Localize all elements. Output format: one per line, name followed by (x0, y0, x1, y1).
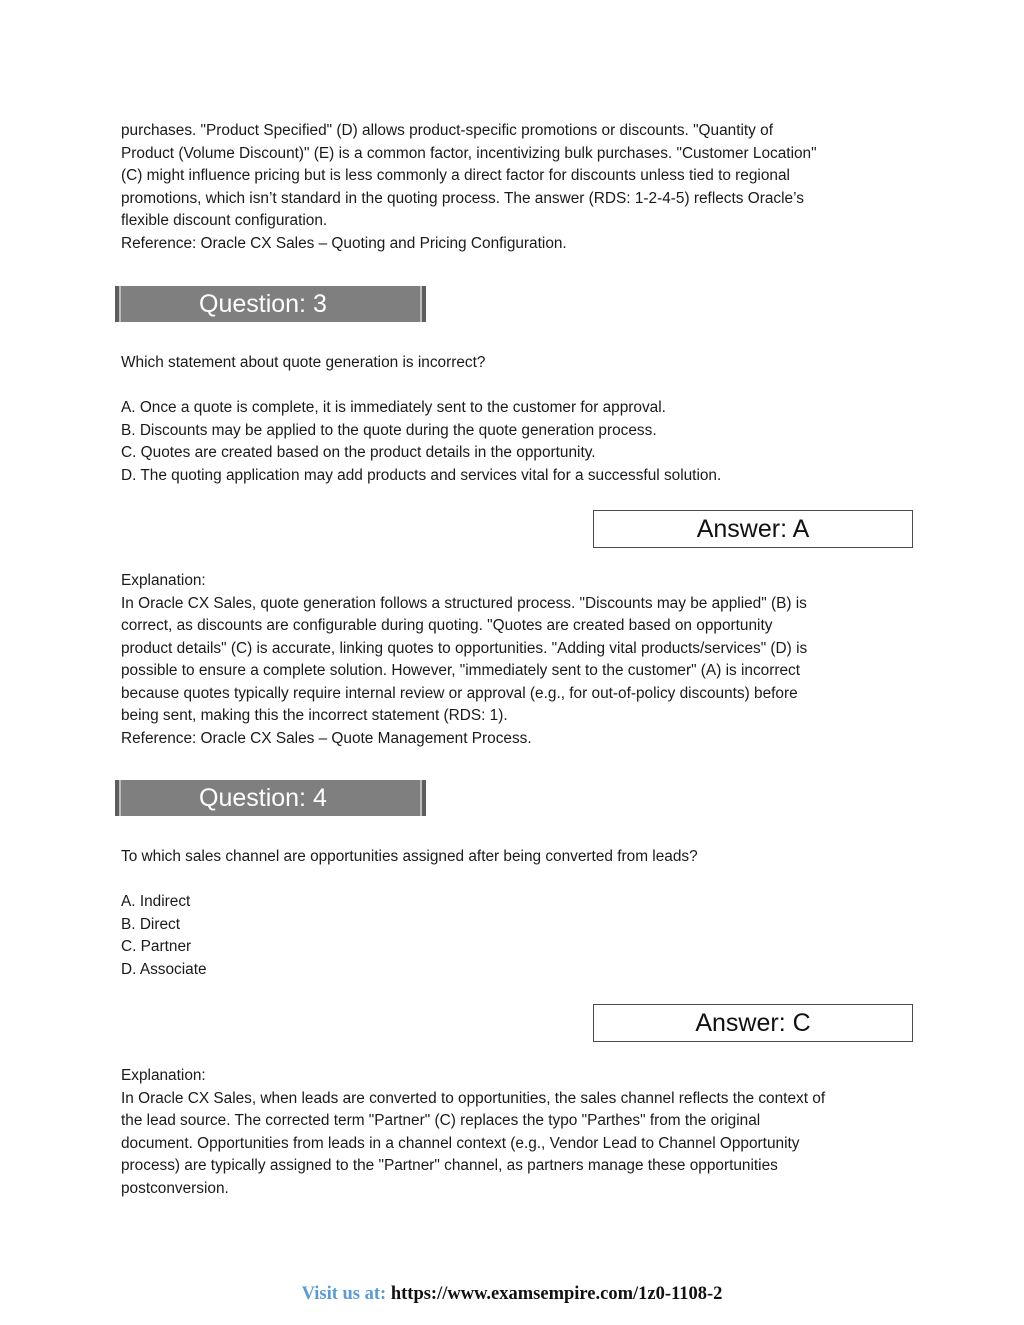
question-4-title: Question: 4 (199, 784, 327, 812)
question-4-answer-box (593, 1004, 913, 1042)
footer-label: Visit us at: (301, 1284, 387, 1304)
text-line: In Oracle CX Sales, quote generation follows a structured process. "Discounts may be applied" (B) is (121, 594, 807, 612)
reference-line: Reference: Oracle CX Sales – Quoting and Pricing Configuration. (121, 234, 567, 252)
answer-label: Answer: A (696, 515, 810, 543)
text-line: the lead source. The corrected term "Partner" (C) replaces the typo "Parthes" from the original (121, 1112, 761, 1129)
text-line: flexible discount configuration. (121, 212, 328, 229)
footer-link[interactable]: https://www.examsempire.com/1z0-1108-2 (390, 1284, 723, 1304)
text-line: because quotes typically require internal review or approval (e.g., for out-of-policy discounts) before (121, 684, 798, 702)
question-4-explanation (121, 1065, 901, 1200)
question-3-explanation (121, 570, 901, 750)
question-4-options (121, 891, 901, 981)
question-text: To which sales channel are opportunities assigned after being converted from leads? (121, 848, 698, 865)
question-3-title: Question: 3 (199, 290, 327, 318)
intro-explanation (121, 120, 901, 255)
option-c: C. Partner (121, 938, 192, 955)
text-line: In Oracle CX Sales, when leads are converted to opportunities, the sales channel reflects the context of (121, 1089, 826, 1107)
reference-line: Reference: Oracle CX Sales – Quote Management Process. (121, 729, 532, 747)
question-4-banner (115, 780, 426, 816)
explanation-heading: Explanation: (121, 1067, 206, 1084)
option-d: D. The quoting application may add products and services vital for a successful solution. (121, 466, 722, 484)
text-line: promotions, which isn’t standard in the quoting process. The answer (RDS: 1-2-4-5) reflects Oracle’s (121, 189, 804, 207)
text-line: being sent, making this the incorrect statement (RDS: 1). (121, 707, 508, 724)
question-3-banner (115, 286, 426, 322)
text-line: product details" (C) is accurate, linking quotes to opportunities. "Adding vital products/services" (D) is (121, 639, 808, 657)
text-line: purchases. "Product Specified" (D) allows product-specific promotions or discounts. "Quantity of (121, 122, 773, 139)
answer-label: Answer: C (695, 1009, 811, 1037)
text-line: process) are typically assigned to the "Partner" channel, as partners manage these opportunities (121, 1157, 778, 1174)
footer (0, 1282, 1024, 1306)
text-line: Product (Volume Discount)" (E) is a common factor, incentivizing bulk purchases. "Customer Location" (121, 144, 817, 162)
question-3-options (121, 397, 901, 487)
question-4-text (121, 846, 901, 869)
option-b: B. Direct (121, 915, 181, 933)
option-a: A. Indirect (121, 893, 191, 910)
option-d: D. Associate (121, 960, 207, 978)
option-c: C. Quotes are created based on the product details in the opportunity. (121, 444, 596, 461)
text-line: document. Opportunities from leads in a channel context (e.g., Vendor Lead to Channel Opportunity (121, 1134, 800, 1152)
question-text: Which statement about quote generation is incorrect? (121, 354, 486, 371)
text-line: possible to ensure a complete solution. However, "immediately sent to the customer" (A) is incorrect (121, 662, 801, 679)
text-line: postconversion. (121, 1179, 229, 1197)
option-a: A. Once a quote is complete, it is immediately sent to the customer for approval. (121, 399, 666, 416)
question-3-text (121, 352, 901, 375)
text-line: (C) might influence pricing but is less commonly a direct factor for discounts unless tied to regional (121, 167, 790, 184)
text-line: correct, as discounts are configurable during quoting. "Quotes are created based on opportunity (121, 617, 773, 634)
explanation-heading: Explanation: (121, 572, 206, 589)
question-3-answer-box (593, 510, 913, 548)
option-b: B. Discounts may be applied to the quote during the quote generation process. (121, 421, 657, 439)
